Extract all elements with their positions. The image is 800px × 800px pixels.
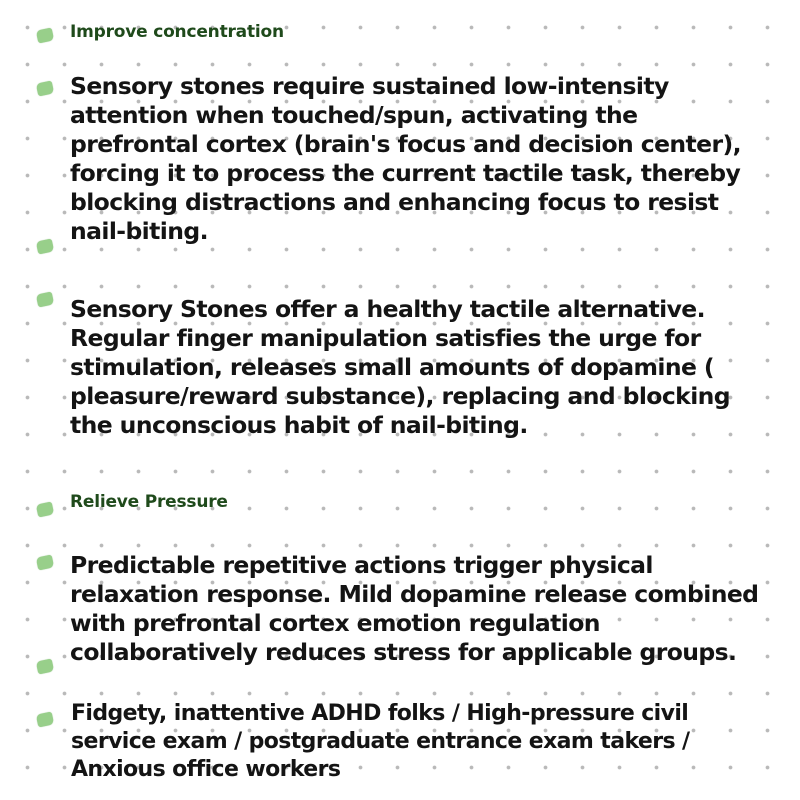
paragraph-tactile-alternative: Sensory Stones offer a healthy tactile alternative. Regular finger manipulation satisfies the urge for stimulation, releases small amounts of dopamine ( pleasure/reward substance), replacing and blocking the unconscious habit of nail-biting.	[70, 295, 731, 439]
leaf-bullet-icon	[36, 554, 54, 570]
leaf-bullet-icon	[36, 238, 54, 254]
section-heading-concentration: Improve concentration	[70, 22, 284, 42]
leaf-bullet-icon	[36, 501, 54, 517]
paragraph-relaxation-response: Predictable repetitive actions trigger physical relaxation response. Mild dopamine release combined with prefrontal cortex emotion regulation collaboratively reduces stress for applicable groups.	[70, 551, 759, 666]
leaf-bullet-icon	[36, 711, 54, 727]
leaf-bullet-icon	[36, 658, 54, 674]
paragraph-target-groups: Fidgety, inattentive ADHD folks / High-pressure civil service exam / postgraduate entrance exam takers / Anxious office workers	[71, 701, 690, 782]
leaf-bullet-icon	[36, 80, 54, 96]
section-heading-pressure: Relieve Pressure	[70, 492, 228, 512]
leaf-bullet-icon	[36, 291, 54, 307]
paragraph-focus-mechanism: Sensory stones require sustained low-intensity attention when touched/spun, activating the prefrontal cortex (brain's focus and decision center), forcing it to process the current tactile task, thereby blocking distractions and enhancing focus to resist nail-biting.	[70, 72, 741, 245]
leaf-bullet-icon	[36, 27, 54, 43]
